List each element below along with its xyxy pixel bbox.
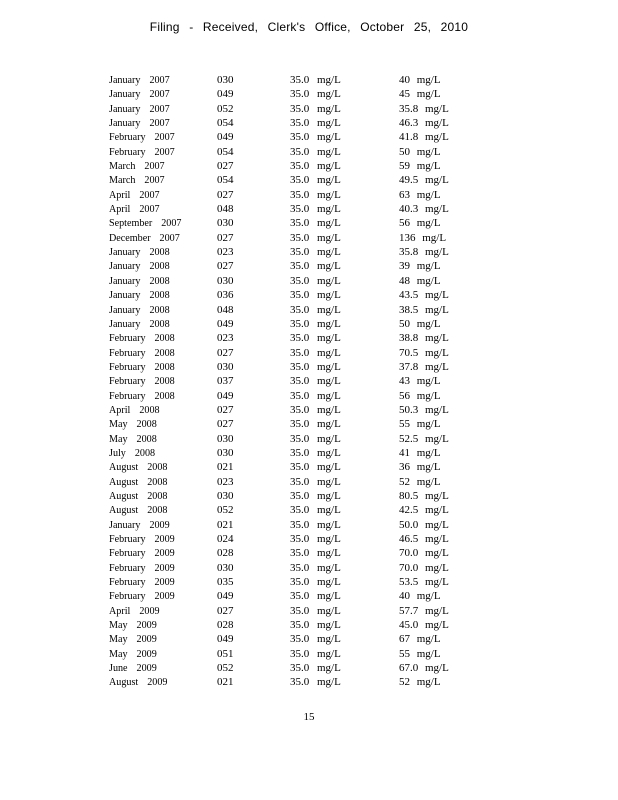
date-cell: February 2007 [109, 131, 175, 144]
table-row [109, 575, 509, 589]
outfall-cell: 049 [217, 131, 234, 144]
limit-cell: 35.0 mg/L [290, 418, 341, 431]
outfall-cell: 037 [217, 375, 234, 388]
outfall-cell: 052 [217, 662, 234, 675]
table-row [109, 389, 509, 403]
table-row [109, 446, 509, 460]
result-cell: 56 mg/L [399, 217, 441, 230]
date-cell: February 2009 [109, 547, 175, 560]
outfall-cell: 048 [217, 303, 234, 316]
outfall-cell: 030 [217, 274, 234, 287]
table-row [109, 518, 509, 532]
result-cell: 49.5 mg/L [399, 174, 449, 187]
date-cell: January 2007 [109, 102, 170, 115]
outfall-cell: 049 [217, 317, 234, 330]
result-cell: 41 mg/L [399, 446, 441, 459]
table-row [109, 346, 509, 360]
result-cell: 52 mg/L [399, 475, 441, 488]
outfall-cell: 049 [217, 88, 234, 101]
limit-cell: 35.0 mg/L [290, 203, 341, 216]
table-row [109, 145, 509, 159]
outfall-cell: 054 [217, 145, 234, 158]
result-cell: 36 mg/L [399, 461, 441, 474]
table-row [109, 317, 509, 331]
date-cell: March 2007 [109, 174, 165, 187]
date-cell: April 2009 [109, 604, 160, 617]
limit-cell: 35.0 mg/L [290, 346, 341, 359]
outfall-cell: 028 [217, 547, 234, 560]
table-row [109, 73, 509, 87]
limit-cell: 35.0 mg/L [290, 231, 341, 244]
data-table [109, 73, 509, 690]
limit-cell: 35.0 mg/L [290, 145, 341, 158]
date-cell: February 2008 [109, 389, 175, 402]
limit-cell: 35.0 mg/L [290, 260, 341, 273]
date-cell: April 2007 [109, 188, 160, 201]
table-row [109, 274, 509, 288]
outfall-cell: 023 [217, 246, 234, 259]
limit-cell: 35.0 mg/L [290, 475, 341, 488]
outfall-cell: 049 [217, 389, 234, 402]
limit-cell: 35.0 mg/L [290, 360, 341, 373]
date-cell: February 2008 [109, 375, 175, 388]
limit-cell: 35.0 mg/L [290, 188, 341, 201]
limit-cell: 35.0 mg/L [290, 619, 341, 632]
result-cell: 43 mg/L [399, 375, 441, 388]
table-row [109, 102, 509, 116]
limit-cell: 35.0 mg/L [290, 446, 341, 459]
result-cell: 35.8 mg/L [399, 102, 449, 115]
date-cell: April 2007 [109, 203, 160, 216]
limit-cell: 35.0 mg/L [290, 289, 341, 302]
outfall-cell: 027 [217, 231, 234, 244]
limit-cell: 35.0 mg/L [290, 561, 341, 574]
result-cell: 67 mg/L [399, 633, 441, 646]
result-cell: 70.0 mg/L [399, 547, 449, 560]
table-row [109, 675, 509, 689]
limit-cell: 35.0 mg/L [290, 633, 341, 646]
table-row [109, 259, 509, 273]
outfall-cell: 049 [217, 633, 234, 646]
date-cell: August 2008 [109, 461, 168, 474]
limit-cell: 35.0 mg/L [290, 217, 341, 230]
limit-cell: 35.0 mg/L [290, 590, 341, 603]
result-cell: 48 mg/L [399, 274, 441, 287]
table-row [109, 661, 509, 675]
limit-cell: 35.0 mg/L [290, 576, 341, 589]
outfall-cell: 027 [217, 188, 234, 201]
result-cell: 45 mg/L [399, 88, 441, 101]
date-cell: January 2008 [109, 274, 170, 287]
outfall-cell: 027 [217, 346, 234, 359]
table-row [109, 417, 509, 431]
limit-cell: 35.0 mg/L [290, 432, 341, 445]
outfall-cell: 052 [217, 102, 234, 115]
date-cell: March 2007 [109, 160, 165, 173]
result-cell: 63 mg/L [399, 188, 441, 201]
date-cell: June 2009 [109, 662, 157, 675]
date-cell: January 2008 [109, 303, 170, 316]
table-row [109, 532, 509, 546]
outfall-cell: 035 [217, 576, 234, 589]
result-cell: 52.5 mg/L [399, 432, 449, 445]
result-cell: 80.5 mg/L [399, 489, 449, 502]
table-row [109, 403, 509, 417]
outfall-cell: 048 [217, 203, 234, 216]
date-cell: January 2008 [109, 246, 170, 259]
table-row [109, 87, 509, 101]
date-cell: February 2009 [109, 533, 175, 545]
outfall-cell: 023 [217, 475, 234, 488]
result-cell: 50 mg/L [399, 317, 441, 330]
limit-cell: 35.0 mg/L [290, 303, 341, 316]
table-row [109, 618, 509, 632]
table-row [109, 604, 509, 618]
date-cell: January 2008 [109, 260, 170, 273]
date-cell: January 2007 [109, 117, 170, 130]
table-row [109, 231, 509, 245]
limit-cell: 35.0 mg/L [290, 547, 341, 560]
table-row [109, 374, 509, 388]
limit-cell: 35.0 mg/L [290, 676, 341, 689]
date-cell: May 2008 [109, 418, 157, 431]
result-cell: 50.0 mg/L [399, 518, 449, 531]
outfall-cell: 021 [217, 461, 234, 474]
date-cell: February 2009 [109, 576, 175, 589]
result-cell: 35.8 mg/L [399, 246, 449, 259]
date-cell: April 2008 [109, 403, 160, 416]
date-cell: May 2009 [109, 633, 157, 646]
result-cell: 40 mg/L [399, 590, 441, 603]
date-cell: September 2007 [109, 217, 182, 230]
limit-cell: 35.0 mg/L [290, 375, 341, 388]
outfall-cell: 028 [217, 619, 234, 632]
table-row [109, 546, 509, 560]
table-row [109, 130, 509, 144]
limit-cell: 35.0 mg/L [290, 160, 341, 173]
result-cell: 70.0 mg/L [399, 561, 449, 574]
date-cell: January 2008 [109, 317, 170, 330]
limit-cell: 35.0 mg/L [290, 647, 341, 660]
table-row [109, 489, 509, 503]
result-cell: 56 mg/L [399, 389, 441, 402]
table-row [109, 188, 509, 202]
limit-cell: 35.0 mg/L [290, 389, 341, 402]
date-cell: August 2008 [109, 489, 168, 502]
result-cell: 43.5 mg/L [399, 289, 449, 302]
limit-cell: 35.0 mg/L [290, 317, 341, 330]
date-cell: January 2009 [109, 518, 170, 531]
limit-cell: 35.0 mg/L [290, 117, 341, 130]
result-cell: 42.5 mg/L [399, 504, 449, 517]
table-row [109, 647, 509, 661]
filing-header: Filing - Received, Clerk's Office, October 25, 2010 [149, 20, 469, 34]
outfall-cell: 021 [217, 676, 234, 689]
date-cell: May 2009 [109, 647, 157, 660]
date-cell: August 2008 [109, 475, 168, 488]
result-cell: 37.8 mg/L [399, 360, 449, 373]
outfall-cell: 030 [217, 446, 234, 459]
result-cell: 45.0 mg/L [399, 619, 449, 632]
outfall-cell: 052 [217, 504, 234, 517]
result-cell: 52 mg/L [399, 676, 441, 689]
outfall-cell: 030 [217, 217, 234, 230]
outfall-cell: 030 [217, 74, 234, 86]
table-row [109, 432, 509, 446]
limit-cell: 35.0 mg/L [290, 102, 341, 115]
table-row [109, 288, 509, 302]
result-cell: 50.3 mg/L [399, 403, 449, 416]
limit-cell: 35.0 mg/L [290, 662, 341, 675]
date-cell: February 2008 [109, 346, 175, 359]
table-row [109, 245, 509, 259]
table-row [109, 360, 509, 374]
date-cell: August 2008 [109, 504, 168, 517]
date-cell: February 2008 [109, 360, 175, 373]
date-cell: December 2007 [109, 231, 180, 244]
outfall-cell: 027 [217, 403, 234, 416]
date-cell: August 2009 [109, 676, 168, 689]
table-row [109, 173, 509, 187]
outfall-cell: 051 [217, 647, 234, 660]
result-cell: 46.3 mg/L [399, 117, 449, 130]
result-cell: 39 mg/L [399, 260, 441, 273]
outfall-cell: 049 [217, 590, 234, 603]
page-number: 15 [303, 711, 315, 723]
date-cell: May 2009 [109, 619, 157, 632]
limit-cell: 35.0 mg/L [290, 461, 341, 474]
result-cell: 53.5 mg/L [399, 576, 449, 589]
result-cell: 46.5 mg/L [399, 533, 449, 545]
table-row [109, 632, 509, 646]
outfall-cell: 030 [217, 360, 234, 373]
outfall-cell: 036 [217, 289, 234, 302]
result-cell: 59 mg/L [399, 160, 441, 173]
date-cell: February 2007 [109, 145, 175, 158]
outfall-cell: 054 [217, 117, 234, 130]
date-cell: February 2009 [109, 590, 175, 603]
result-cell: 67.0 mg/L [399, 662, 449, 675]
outfall-cell: 027 [217, 418, 234, 431]
limit-cell: 35.0 mg/L [290, 246, 341, 259]
outfall-cell: 024 [217, 533, 234, 545]
result-cell: 50 mg/L [399, 145, 441, 158]
table-row [109, 503, 509, 517]
limit-cell: 35.0 mg/L [290, 88, 341, 101]
limit-cell: 35.0 mg/L [290, 604, 341, 617]
limit-cell: 35.0 mg/L [290, 274, 341, 287]
table-row [109, 216, 509, 230]
result-cell: 57.7 mg/L [399, 604, 449, 617]
result-cell: 55 mg/L [399, 418, 441, 431]
limit-cell: 35.0 mg/L [290, 489, 341, 502]
result-cell: 55 mg/L [399, 647, 441, 660]
table-row [109, 561, 509, 575]
outfall-cell: 023 [217, 332, 234, 345]
result-cell: 38.5 mg/L [399, 303, 449, 316]
date-cell: January 2008 [109, 289, 170, 302]
result-cell: 41.8 mg/L [399, 131, 449, 144]
limit-cell: 35.0 mg/L [290, 74, 341, 86]
outfall-cell: 030 [217, 561, 234, 574]
date-cell: February 2009 [109, 561, 175, 574]
outfall-cell: 027 [217, 260, 234, 273]
date-cell: May 2008 [109, 432, 157, 445]
outfall-cell: 030 [217, 432, 234, 445]
limit-cell: 35.0 mg/L [290, 504, 341, 517]
limit-cell: 35.0 mg/L [290, 332, 341, 345]
result-cell: 70.5 mg/L [399, 346, 449, 359]
limit-cell: 35.0 mg/L [290, 131, 341, 144]
date-cell: July 2008 [109, 446, 156, 459]
outfall-cell: 054 [217, 174, 234, 187]
limit-cell: 35.0 mg/L [290, 403, 341, 416]
result-cell: 38.8 mg/L [399, 332, 449, 345]
table-row [109, 589, 509, 603]
result-cell: 136 mg/L [399, 231, 447, 244]
table-row [109, 202, 509, 216]
outfall-cell: 027 [217, 160, 234, 173]
limit-cell: 35.0 mg/L [290, 533, 341, 545]
outfall-cell: 021 [217, 518, 234, 531]
limit-cell: 35.0 mg/L [290, 518, 341, 531]
table-row [109, 475, 509, 489]
table-row [109, 303, 509, 317]
limit-cell: 35.0 mg/L [290, 174, 341, 187]
outfall-cell: 027 [217, 604, 234, 617]
result-cell: 40 mg/L [399, 74, 441, 86]
table-row [109, 116, 509, 130]
result-cell: 40.3 mg/L [399, 203, 449, 216]
table-row [109, 331, 509, 345]
date-cell: January 2007 [109, 74, 170, 86]
table-row [109, 460, 509, 474]
date-cell: February 2008 [109, 332, 175, 345]
date-cell: January 2007 [109, 88, 170, 101]
table-row [109, 159, 509, 173]
outfall-cell: 030 [217, 489, 234, 502]
